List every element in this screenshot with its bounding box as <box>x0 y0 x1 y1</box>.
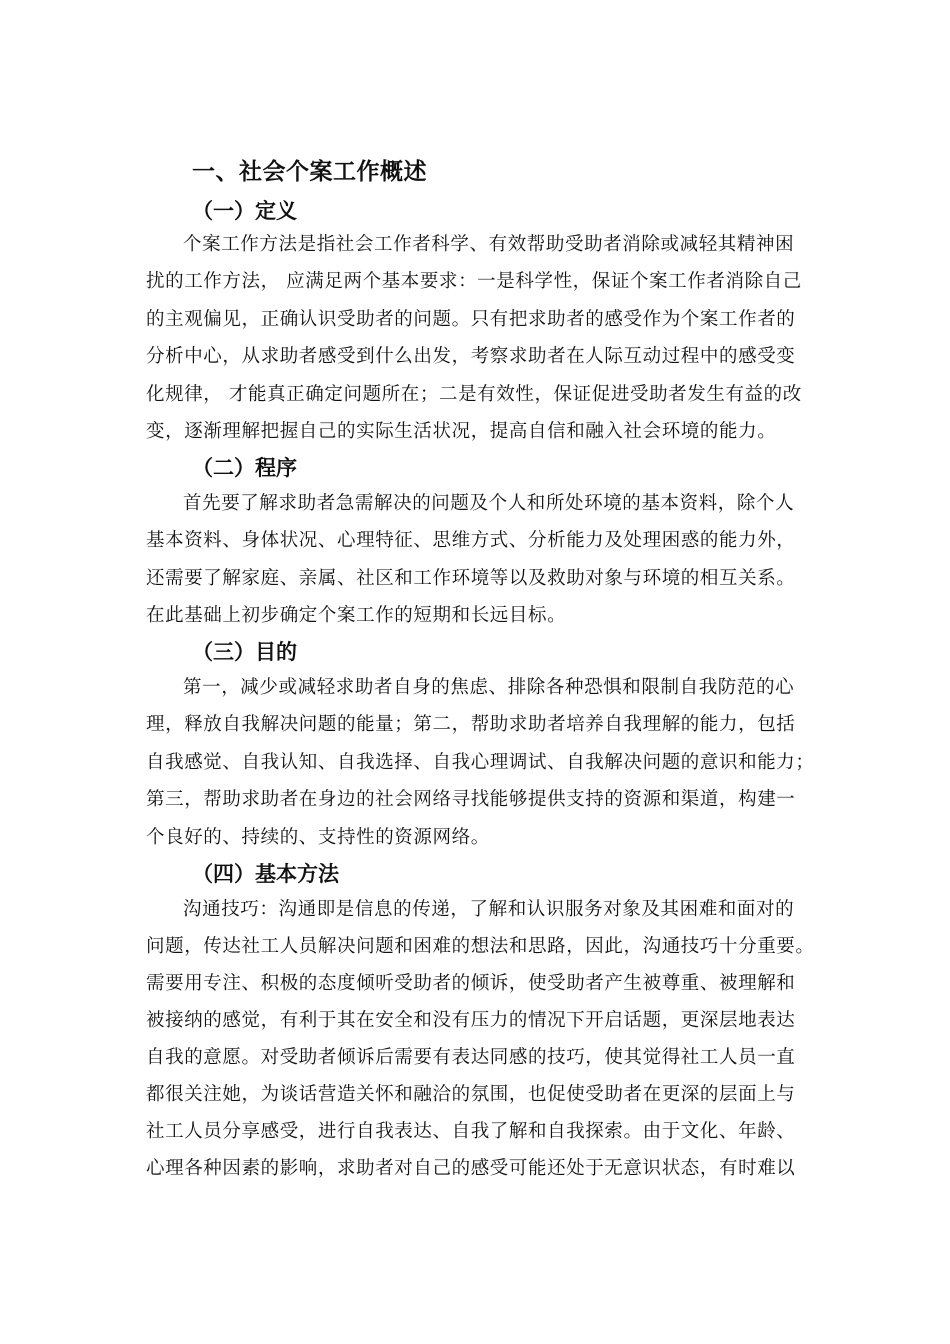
paragraph-line: 个良好的、持续的、支持性的资源网络。 <box>146 827 490 848</box>
paragraph-line: 扰的工作方法， 应满足两个基本要求：一是科学性，保证个案工作者消除自己 <box>146 271 802 292</box>
paragraph-line: 分析中心，从求助者感受到什么出发，考察求助者在人际互动过程中的感受变 <box>146 346 796 367</box>
paragraph-line: 首先要了解求助者急需解决的问题及个人和所处环境的基本资料，除个人 <box>183 493 795 514</box>
paragraph-line: 问题，传达社工人员解决问题和困难的想法和思路，因此，沟通技巧十分重要。 <box>146 936 815 957</box>
paragraph-line: 社工人员分享感受，进行自我表达、自我了解和自我探索。由于文化、年龄、 <box>146 1121 796 1142</box>
section-title-methods: （四）基本方法 <box>192 862 339 886</box>
paragraph-line: 化规律， 才能真正确定问题所在；二是有效性，保证促进受助者发生有益的改 <box>146 384 802 405</box>
paragraph-line: 第三，帮助求助者在身边的社会网络寻找能够提供支持的资源和渠道，构建一 <box>146 789 796 810</box>
paragraph-line: 自我感觉、自我认知、自我选择、自我心理调试、自我解决问题的意识和能力； <box>146 752 815 773</box>
paragraph-line: 需要用专注、积极的态度倾听受助者的倾诉，使受助者产生被尊重、被理解和 <box>146 973 796 994</box>
paragraph-line: 都很关注她，为谈话营造关怀和融洽的氛围，也促使受助者在更深的层面上与 <box>146 1084 796 1105</box>
paragraph-line: 变，逐渐理解把握自己的实际生活状况，提高自信和融入社会环境的能力。 <box>146 421 777 442</box>
paragraph-line: 第一，减少或减轻求助者自身的焦虑、排除各种恐惧和限制自我防范的心 <box>183 677 795 698</box>
paragraph-line: 基本资料、身体状况、心理特征、思维方式、分析能力及处理困惑的能力外， <box>146 530 796 551</box>
paragraph-line: 还需要了解家庭、亲属、社区和工作环境等以及救助对象与环境的相互关系。 <box>146 568 796 589</box>
section-title-procedure: （二）程序 <box>192 456 297 480</box>
paragraph-line: 心理各种因素的影响，求助者对自己的感受可能还处于无意识状态，有时难以 <box>146 1158 796 1179</box>
paragraph-line: 自我的意愿。对受助者倾诉后需要有表达同感的技巧，使其觉得社工人员一直 <box>146 1047 796 1068</box>
paragraph-line: 被接纳的感觉，有利于其在安全和没有压力的情况下开启话题，更深层地表达 <box>146 1010 796 1031</box>
paragraph-line: 个案工作方法是指社会工作者科学、有效帮助受助者消除或减轻其精神困 <box>183 234 795 255</box>
paragraph-line: 的主观偏见，正确认识受助者的问题。只有把求助者的感受作为个案工作者的 <box>146 309 796 330</box>
main-heading: 一、社会个案工作概述 <box>192 159 427 185</box>
paragraph-line: 沟通技巧：沟通即是信息的传递，了解和认识服务对象及其困难和面对的 <box>183 899 795 920</box>
section-title-purpose: （三）目的 <box>192 640 297 664</box>
section-title-definition: （一）定义 <box>192 199 297 223</box>
paragraph-line: 理，释放自我解决问题的能量；第二，帮助求助者培养自我理解的能力，包括 <box>146 714 796 735</box>
paragraph-line: 在此基础上初步确定个案工作的短期和长远目标。 <box>146 605 567 626</box>
